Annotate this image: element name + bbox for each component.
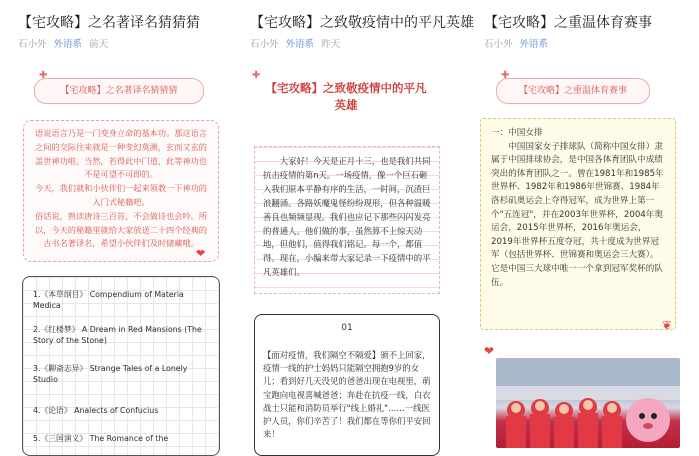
- section-heading: 一：中国女排: [491, 128, 543, 138]
- intro-paragraph: 语说语言乃是一门变身立命的基本功。那这语言之间的交际往来就是一种变幻莫测，玄而又玄的盖世神功啦。当然，若得此中门道，此等神功也不是可望不可即的。: [35, 128, 207, 180]
- author: 石小外: [18, 39, 47, 50]
- category: 外语系: [519, 39, 549, 50]
- section-body: 中国国家女子排球队（简称中国女排）隶属于中国排球协会，是中国各体育团队中成绩突出的体育团队之一。曾在1981年和1985年世界杯、1982年和1986年世锦赛、1984年洛杉矶奥运会上夺得冠军，成为世界上第一个"五连冠"，并在2003年世界杯，2004年奥运会，2015年世界杯，2016年奥运会，2019年世界杯五度夺冠，共十度成为世界冠军（包括世界杯、世锦赛和奥运会三大赛）。它是中国三大球中唯一一个拿到冠军奖杯的队伍。: [491, 141, 664, 288]
- list-item: 4.《论语》 Analects of Confucius: [33, 406, 159, 415]
- timestamp: 前天: [89, 39, 109, 50]
- article-title[interactable]: 【宅攻略】之名著译名猜猜猜: [18, 15, 200, 31]
- heart-icon: ❤: [196, 247, 206, 260]
- timestamp: 昨天: [321, 39, 341, 50]
- article-badge: ✚ 【宅攻略】之名著译名猜猜猜: [34, 78, 204, 104]
- article-badge: ✚ 【宅攻略】之重温体育赛事: [496, 78, 650, 104]
- author: 石小外: [484, 39, 513, 50]
- story-text: 【面对疫情，我们隔空不隔爱】颁不上回家，疫情一线的护士妈妈只能隔空拥抱9岁的女儿；看到好几天没见的爸爸出现在电视里，萌宝跑向电视喜喊爸爸；奔赴在抗疫一线，白衣战士只能和消防员举行"线上婚礼"……一线医护人员，你们辛苦了！我们都在等你们平安回来！: [263, 350, 431, 440]
- article-meta: [250, 36, 340, 50]
- article-card-2[interactable]: [242, 0, 474, 448]
- intro-paragraph: 俗话说，熟读唐诗三百首，不会做诗也会吟。所以，今天的秘籍里就给大家放送二十四个经典的古书名著译名，希望小伙伴们及时储藏哦。: [35, 210, 207, 249]
- book-list: [22, 276, 220, 456]
- nurse-cap-icon: ✚: [501, 70, 510, 81]
- story-box: [254, 314, 440, 456]
- section-number: 01: [341, 323, 353, 333]
- article-meta: [18, 36, 108, 50]
- article-card-1[interactable]: [10, 0, 232, 448]
- article-meta: [484, 36, 552, 50]
- list-item: 5.《三国演义》 The Romance of the: [33, 434, 169, 443]
- nurse-cap-icon: ✚: [39, 70, 48, 81]
- article-title[interactable]: 【宅攻略】之重温体育赛事: [484, 15, 652, 31]
- list-item: 1.《本草纲目》 Compendium of Materia Medica: [33, 290, 184, 310]
- team-photo: [496, 358, 680, 448]
- article-card-3[interactable]: [476, 0, 698, 448]
- list-item: 3.《聊斋志异》 Strange Tales of a Lonely Studio: [33, 364, 188, 384]
- heartbeat-icon: ❤: [484, 344, 495, 358]
- category: 外语系: [285, 39, 315, 50]
- intro-box: [254, 146, 440, 294]
- intro-box: [23, 120, 219, 262]
- nurse-cap-icon: ✚: [252, 70, 261, 81]
- team-photo-illustration: [496, 358, 680, 448]
- volleyball-box: [480, 118, 676, 330]
- category: 外语系: [53, 39, 83, 50]
- author: 石小外: [250, 39, 279, 50]
- article-title[interactable]: 【宅攻略】之致敬疫情中的平凡英雄: [250, 15, 474, 31]
- intro-paragraph: 今天，我们就和小伙伴们一起来领教一下神功的入门式秘籍吧。: [35, 183, 207, 207]
- list-item: 2.《红楼梦》 A Dream in Red Mansions (The Story of the Stone): [33, 325, 202, 345]
- bow-icon: ❦: [662, 318, 673, 332]
- intro-text: 大家好！今天是正月十三，也是我们共同抗击疫情的第n天。一场疫情，像一个巨石砸入我们原本平静有序的生活，一时间，沉渣巨浪翻涌。各路妖魔鬼怪纷纷现形，但各种温暖善良也频频显现。我们也应记下那些闪闪发亮的普通人。他们做的事，虽然算不上惊天动地，但他们，值得我们铭记。每一个，都值得。现在，小编来带大家记录一下疫情中的平凡英雄们。: [263, 156, 431, 278]
- article-heading: 【宅攻略】之致敬疫情中的平凡英雄: [265, 81, 427, 112]
